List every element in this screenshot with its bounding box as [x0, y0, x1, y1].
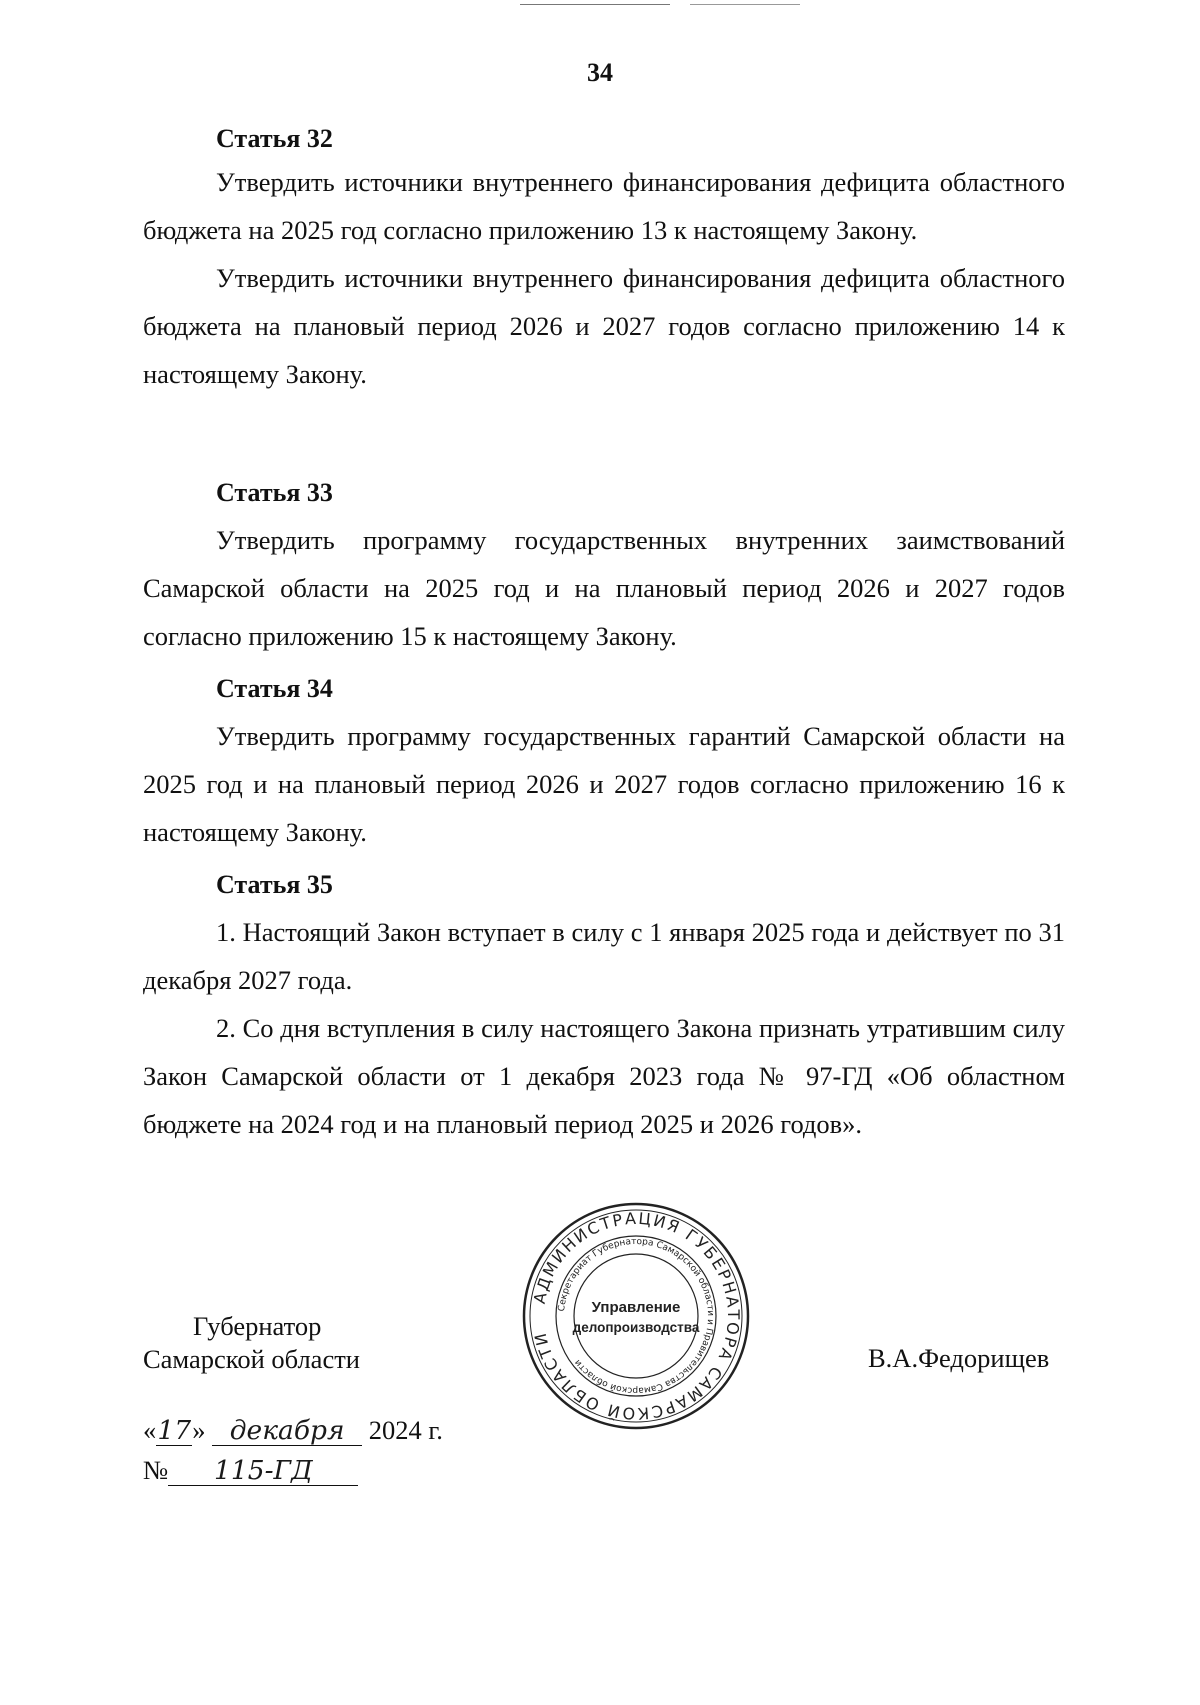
article-body: [143, 712, 1065, 856]
scan-artifact: [690, 4, 800, 5]
signatory-title-line: Губернатор: [193, 1311, 322, 1341]
signatory-title-line: Самарской области: [143, 1344, 360, 1374]
official-stamp: [520, 1200, 752, 1432]
stamp-center-line: делопроизводства: [572, 1320, 700, 1335]
article-body: [143, 516, 1065, 660]
article-paragraph: Утвердить источники внутреннего финансирования дефицита областного бюджета на плановый период 2026 и 2027 годов согласно приложению 14 к настоящему Закону.: [143, 263, 1065, 389]
article-paragraph: Утвердить источники внутреннего финансирования дефицита областного бюджета на 2025 год согласно приложению 13 к настоящему Закону.: [143, 167, 1065, 245]
article-paragraph: 1. Настоящий Закон вступает в силу с 1 января 2025 года и действует по 31 декабря 2027 года.: [143, 917, 1065, 995]
stamp-outer-text: АДМИНИСТРАЦИЯ ГУБЕРНАТОРА САМАРСКОЙ ОБЛАСТИ: [529, 1208, 744, 1424]
signing-date: [143, 1410, 443, 1490]
handwritten-law-number: 115-ГД: [168, 1457, 358, 1486]
stamp-center-line: Управление: [591, 1299, 681, 1316]
quote-open: «: [143, 1415, 157, 1445]
stamp-inner-ring: [574, 1254, 698, 1378]
article-heading: Статья 35: [216, 870, 333, 899]
date-year: 2024 г.: [368, 1415, 443, 1445]
article-body: [143, 158, 1065, 398]
number-label: №: [143, 1455, 169, 1485]
article-body: [143, 908, 1065, 1148]
stamp-ring: [556, 1236, 716, 1396]
handwritten-day: 17: [157, 1415, 192, 1446]
signatory-name: В.А.Федорищев: [868, 1343, 1050, 1373]
article-heading: Статья 32: [216, 124, 333, 153]
scan-artifact: [520, 4, 670, 5]
article-paragraph: 2. Со дня вступления в силу настоящего Закона признать утратившим силу Закон Самарской области от 1 декабря 2023 года № 97-ГД «Об областном бюджете на 2024 год и на плановый период 2025 и 2026 годов».: [143, 1013, 1065, 1139]
page-number: 34: [587, 58, 613, 87]
handwritten-month: декабря: [212, 1417, 362, 1446]
article-heading: Статья 34: [216, 674, 333, 703]
article-paragraph: Утвердить программу государственных внутренних заимствований Самарской области на 2025 год и на плановый период 2026 и 2027 годов согласно приложению 15 к настоящему Закону.: [143, 525, 1065, 651]
quote-close: »: [192, 1415, 206, 1445]
stamp-inner-text: Секретариат Губернатора Самарской области и Правительства Самарской области: [557, 1236, 716, 1396]
article-paragraph: Утвердить программу государственных гарантий Самарской области на 2025 год и на плановый период 2026 и 2027 годов согласно приложению 16 к настоящему Закону.: [143, 721, 1065, 847]
signatory-title: [143, 1310, 360, 1376]
article-heading: Статья 33: [216, 478, 333, 507]
